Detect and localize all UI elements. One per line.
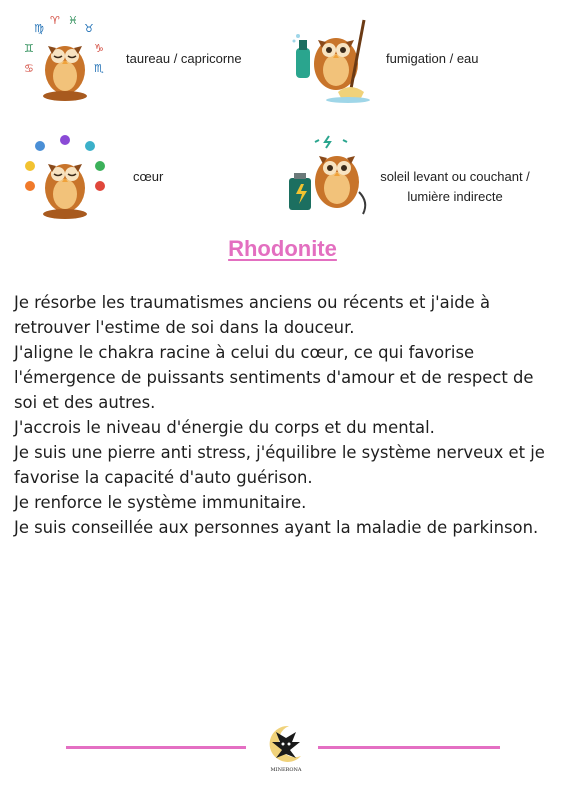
svg-text:♉: ♉ bbox=[84, 22, 94, 35]
page-title: Rhodonite bbox=[228, 236, 337, 261]
logo-text: MINERONA bbox=[270, 767, 302, 773]
description-paragraph: Je suis conseillée aux personnes ayant la maladie de parkinson. bbox=[14, 518, 539, 537]
footer-divider-left bbox=[66, 746, 246, 749]
chakra-label: cœur bbox=[133, 169, 164, 184]
description-paragraph: Je résorbe les traumatismes anciens ou récents et j'aide à retrouver l'estime de soi dans la douceur. bbox=[14, 293, 491, 337]
cleansing-row bbox=[0, 14, 565, 114]
svg-text:♊: ♊ bbox=[24, 42, 34, 55]
charging-row bbox=[0, 130, 565, 230]
svg-text:♋: ♋ bbox=[24, 62, 34, 75]
owl-cleaning-icon bbox=[288, 14, 378, 104]
description-paragraph: J'accrois le niveau d'énergie du corps et du mental. bbox=[14, 418, 435, 437]
brand-logo-icon bbox=[263, 722, 309, 774]
svg-text:♏: ♏ bbox=[94, 62, 104, 75]
svg-text:♍: ♍ bbox=[34, 22, 44, 35]
footer-divider-right bbox=[318, 746, 500, 749]
description-paragraph: J'aligne le chakra racine à celui du cœur, ce qui favorise l'émergence de puissants sentiments d'amour et de respect de soi et des autres. bbox=[14, 343, 534, 412]
description-text bbox=[14, 290, 554, 540]
svg-text:♈: ♈ bbox=[50, 14, 60, 27]
svg-text:♓: ♓ bbox=[68, 14, 78, 27]
description-paragraph: Je suis une pierre anti stress, j'équilibre le système nerveux et je favorise la capacité d'auto guérison. bbox=[14, 443, 545, 487]
owl-battery-icon bbox=[285, 132, 375, 222]
charging-label bbox=[365, 167, 545, 207]
description-paragraph: Je renforce le système immunitaire. bbox=[14, 493, 307, 512]
zodiac-label: taureau / capricorne bbox=[126, 51, 242, 66]
charging-label-line-2: lumière indirecte bbox=[407, 189, 503, 204]
cleansing-label: fumigation / eau bbox=[386, 51, 479, 66]
svg-text:♑: ♑ bbox=[94, 42, 104, 55]
charging-label-line-1: soleil levant ou couchant / bbox=[380, 169, 530, 184]
